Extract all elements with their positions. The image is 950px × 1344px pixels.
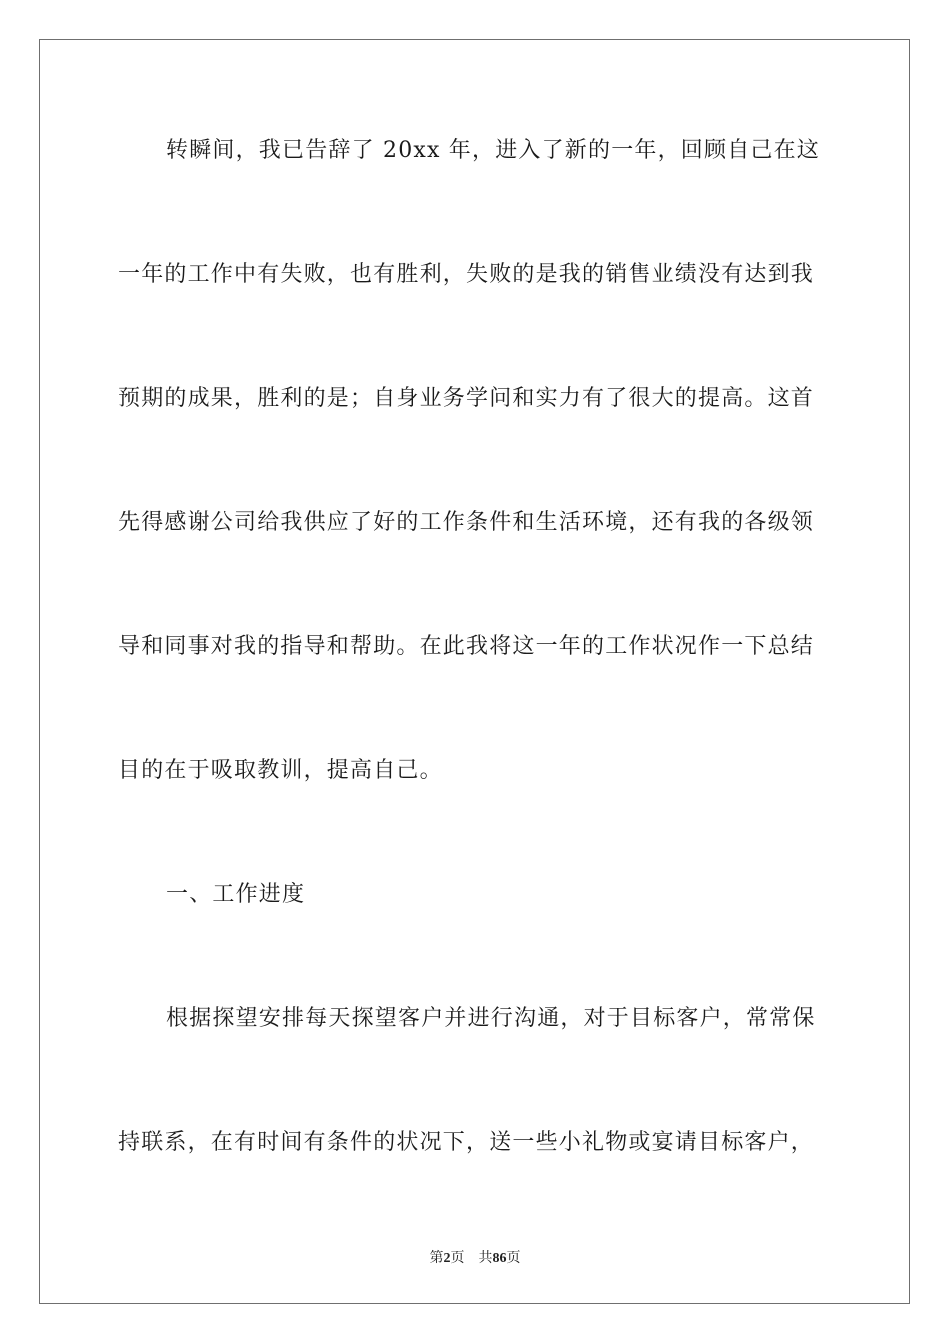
paragraph-line-7: 根据探望安排每天探望客户并进行沟通，对于目标客户，常常保 (166, 1006, 816, 1031)
paragraph-line-1: 转瞬间，我已告辞了 20xx 年，进入了新的一年，回顾自己在这 (166, 138, 820, 163)
page-frame (39, 39, 910, 1304)
footer-total-prefix: 共 (478, 1250, 493, 1266)
footer-total-suffix: 页 (506, 1250, 521, 1266)
paragraph-line-3: 预期的成果，胜利的是；自身业务学问和实力有了很大的提高。这首 (118, 386, 815, 411)
paragraph-line-5: 导和同事对我的指导和帮助。在此我将这一年的工作状况作一下总结 (118, 634, 815, 659)
section-heading: 一、工作进度 (166, 882, 306, 907)
footer-page-suffix: 页 (450, 1250, 465, 1266)
paragraph-line-8: 持联系，在有时间有条件的状况下，送一些小礼物或宴请目标客户， (118, 1130, 815, 1155)
paragraph-line-4: 先得感谢公司给我供应了好的工作条件和生活环境，还有我的各级领 (118, 510, 815, 535)
page-footer (0, 1248, 950, 1269)
paragraph-line-2: 一年的工作中有失败，也有胜利，失败的是我的销售业绩没有达到我 (118, 262, 815, 287)
footer-current-page: 2 (443, 1251, 451, 1266)
footer-page-prefix: 第 (429, 1250, 444, 1266)
paragraph-line-6: 目的在于吸取教训，提高自己。 (118, 758, 443, 783)
footer-total-pages: 86 (492, 1251, 507, 1266)
